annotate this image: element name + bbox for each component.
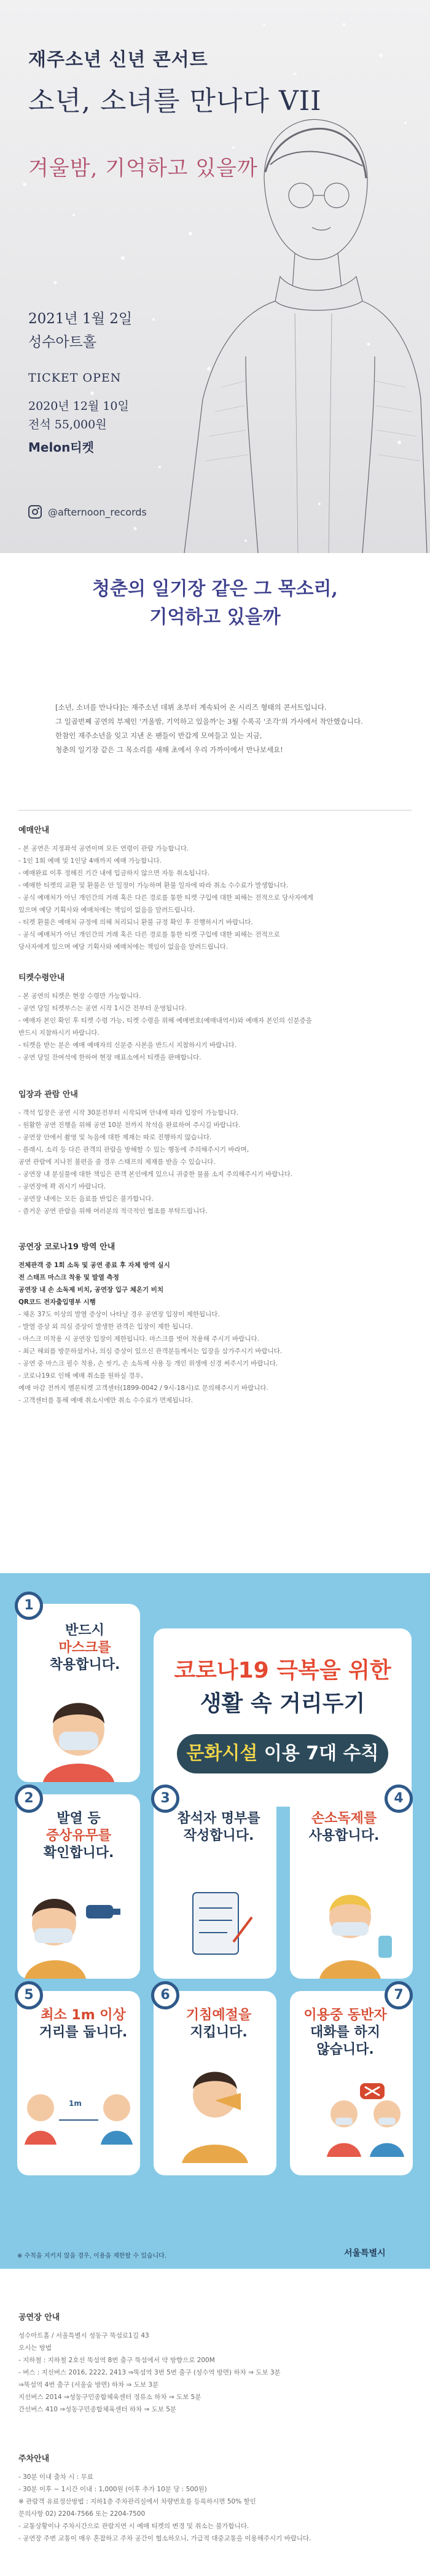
instagram-link[interactable] [28,505,147,519]
rule-line: 작성합니다. [183,1828,254,1844]
booking-item: - 1인 1회 예매 및 1인당 4매까지 예매 가능합니다. [18,857,162,865]
rule-number: 3 [151,1785,179,1813]
venue-item: - 지하철 : 지하철 2호선 뚝섬역 8번 출구 뚝섬에서 약 방향으로 200M [18,2357,215,2364]
parking-heading: 주차안내 [18,2454,50,2464]
covid-section [18,1240,412,1407]
covid-item: - 마스크 미착용 시 공연장 입장이 제한됩니다. 마스크를 벗어 착용해 주시기 바랍니다. [18,1335,260,1343]
intro-heading-line-2: 기억하고 있을까 [149,607,281,628]
entry-item: - 즐거운 공연 관람을 위해 여러분의 적극적인 협조를 부탁드립니다. [18,1208,208,1215]
parking-item: - 교통상황이나 주차시간으로 관람지연 시 예매 티켓의 변경 및 취소는 불가합니다. [18,2523,249,2530]
rule-line: 마스크를 [58,1640,111,1655]
covid-item: - 고객센터를 통해 예매 취소시에만 취소 수수료가 면제됩니다. [18,1397,194,1404]
venue-heading: 공연장 안내 [18,2313,60,2322]
rule-number: 7 [385,1981,413,2009]
parking-item: - 공연장 주변 교통이 매우 혼잡하고 주차 공간이 협소하오니, 가급적 대중교통을 이용해주시기 바랍니다. [18,2535,311,2542]
covid-item: - 최근 해외를 방문하셨거나, 의심 증상이 있으신 관객분들께서는 입장을 삼가주시기 바랍니다. [18,1348,283,1355]
ticket-item: - 예매자 본인 확인 후 티켓 수령 가능, 티켓 수령을 위해 예매번호(예매내역서)와 예매자 본인의 신분증을 [18,1017,312,1024]
ticket-open-date: 2020년 12월 10일 [28,399,129,413]
covid-list [18,1308,412,1407]
rule-line: 사용합니다. [308,1828,380,1844]
ticket-list [18,990,412,1064]
booking-section [18,823,412,953]
rule-number: 1 [15,1592,43,1620]
covid-item: - 코로나19로 인해 예매 취소를 원하실 경우, [18,1372,143,1380]
entry-item: - 공연장 안에서 촬영 및 녹음에 대한 제재는 따로 진행하지 않습니다. [18,1134,212,1141]
venue-item: 성수아트홀 / 서울특별시 성동구 뚝섬로1길 43 [18,2332,149,2339]
rule-line: 손소독제를 [311,1811,377,1826]
covid-bold-line: QR코드 전자출입명부 시행 [18,1298,96,1306]
divider [18,810,412,811]
rule-line: 착용합니다. [49,1657,120,1673]
intro-paragraph [55,701,375,757]
booking-item: - 공식 예매처가 아닌 개인간의 거래 혹은 다른 경로를 통한 티켓 구입에 대한 피해는 전적으로 [18,931,280,938]
ticket-item: 반드시 지참하시기 바랍니다. [18,1029,100,1037]
rule-4-title [295,1810,393,1845]
concert-tagline: 겨울밤, 기억하고 있을까 [28,156,258,181]
ticket-item: - 본 공연의 티켓은 현장 수령만 가능합니다. [18,992,141,1000]
rule-3-title [163,1810,274,1845]
venue-section [18,2311,412,2416]
concert-subtitle: 재주소년 신년 콘서트 [28,49,208,71]
ticket-item: - 티켓을 받는 분은 예매 예매자의 신분증 사본을 반드시 지참하시기 바랍니다. [18,1042,237,1049]
parking-item: - 30분 이후 ~ 1시간 이내 : 1,000원 (이후 추가 10분 당 : 500원) [18,2486,207,2493]
ticket-info [28,397,129,434]
covid-item: - 체온 37도 이상의 발열 증상이 나타날 경우 공연장 입장이 제한됩니다. [18,1311,220,1318]
rule-line: 증상유무를 [45,1828,112,1844]
venue-item: 지선버스 2014 ⇒성동구민종합체육센터 정류소 하차 ⇒ 도보 5분 [18,2393,201,2401]
instagram-handle: @afternoon_records [48,506,147,518]
banner-pill [177,1734,388,1773]
banner-pill-text: 이용 7대 수칙 [264,1743,379,1764]
rule-1-title [36,1622,134,1674]
distance-label: 1m [69,2099,82,2108]
entry-section [18,1088,412,1217]
rule-line: 거리를 둡니다. [39,2025,128,2040]
booking-item: - 공식 예매처가 아닌 개인간의 거래 혹은 다른 경로를 통한 티켓 구입에 대한 피해는 전적으로 당사자에게 [18,894,313,901]
entry-item: - 공연장 내 분실물에 대한 책임은 관객 본인에게 있으니 귀중한 물품 소지 주의해주시기 바랍니다. [18,1171,293,1178]
booking-heading: 예매안내 [18,826,50,835]
banner-pill-highlight: 문화시설 [186,1743,258,1764]
parking-item: - 30분 이내 출차 시 : 무료 [18,2473,93,2481]
venue-item: 오시는 방법 [18,2344,52,2352]
rule-line: 대화를 하지 [310,2025,380,2040]
rule-line: 반드시 [65,1623,104,1638]
ticket-price: 전석 55,000원 [28,418,107,431]
banner-line-1: 코로나19 극복을 위한 [174,1658,391,1683]
ticket-heading: 티켓수령안내 [18,973,65,983]
venue-item: ⇒뚝섬역 4번 출구 (서울숲 방면) 하차 ⇒ 도보 3분 [18,2381,159,2389]
rule-line: 기침예절을 [186,2008,252,2023]
covid-item: - 공연 중 마스크 필수 착용, 손 씻기, 손 소독제 사용 등 개인 위생에 신경 써주시기 바랍니다. [18,1360,278,1367]
rule-line: 이용중 동반자 [303,2008,387,2023]
rule-6-title [170,2007,268,2041]
booking-item: - 예매한 티켓의 교환 및 환불은 안 일정이 가능하며 환불 일자에 따라 취소 수수료가 발생합니다. [18,882,289,889]
entry-item: - 원활한 공연 진행을 위해 공연 10분 전까지 착석을 완료하여 주시길 바랍니다. [18,1121,241,1129]
intro-line-3: 한참인 재주소년을 잊고 지낸 온 팬들이 반갑게 모여들고 있는 지금, [55,731,262,740]
covid-item: 예매 마감 전까지 멜론티켓 고객센터(1899-0042 / 9시-18시)로 문의해주시기 바랍니다. [18,1384,268,1392]
rule-7-title [296,2007,394,2059]
ticket-item: - 공연 당일 잔여석에 한하여 현장 매표소에서 티켓을 판매합니다. [18,1054,201,1061]
melon-ticket-logo[interactable]: Melon티켓 [28,440,94,455]
event-venue: 성수아트홀 [28,334,97,350]
rule-number: 6 [151,1981,179,2009]
entry-item: - 공연장 내에는 모든 음료를 반입은 불가합니다. [18,1195,154,1203]
booking-item: 당사자에게 있으며 예당 기획사와 예매처에는 책임이 없음을 알려드립니다. [18,943,229,951]
rule-number: 5 [15,1981,43,2009]
intro-line-2: 그 일곱번째 공연의 부제인 '겨울밤, 기억하고 있을까'는 3월 수록곡 '조각'의 가사에서 착안했습니다. [55,717,363,726]
covid-item: - 발열 증상 외 의심 증상이 발생한 관객은 입장이 제한 됩니다. [18,1323,193,1330]
entry-item: - 공연장에 꽉 쥐시기 바랍니다. [18,1183,106,1190]
event-date: 2021년 1월 2일 [28,311,133,327]
covid-bold-line: 전체관객 중 1회 소독 및 공연 종료 후 자체 방역 실시 [18,1262,170,1269]
venue-item: - 버스 : 지선버스 2016, 2222, 2413 ⇒뚝섬역 3번 5번 출구 (성수역 방면) 하차 ⇒ 도보 3분 [18,2369,281,2376]
venue-list [18,2330,412,2416]
intro-line-1: [소년, 소녀를 만나다]는 재주소년 데뷔 초부터 계속되어 온 시리즈 형태의 콘서트입니다. [55,703,327,712]
parking-item: ※ 관람객 유료정산방법 : 지하1층 주차관리실에서 차량번호를 등록하시면 50% 할인 [18,2498,256,2505]
covid-bold-line: 공연장 내 손 소독제 비치, 공연장 입구 체온기 비치 [18,1286,164,1294]
entry-item: - 객석 입장은 공연 시작 30분전부터 시작되며 안내에 따라 입장이 가능합니다. [18,1109,239,1117]
covid-banner [154,1628,412,1807]
intro-heading-line-1: 청춘의 일기장 같은 그 목소리, [92,578,338,600]
booking-item: - 예매완료 이후 정해진 기간 내에 입금하지 않으면 자동 취소됩니다. [18,870,210,877]
rule-line: 참석자 명부를 [177,1811,260,1826]
entry-list [18,1107,412,1217]
parking-item: 문의사항 02) 2204-7566 또는 2204-7500 [18,2510,146,2518]
booking-list [18,842,412,953]
venue-item: 간선버스 410 ⇒성동구민종합체육센터 하차 ⇒ 도보 5분 [18,2406,177,2413]
covid-bold-line: 전 스태프 마스크 착용 및 발열 측정 [18,1274,119,1281]
rule-number: 4 [385,1785,413,1813]
rule-line: 최소 1m 이상 [41,2008,126,2023]
rule-line: 발열 등 [57,1811,101,1826]
covid-bold-lines [18,1259,412,1308]
instagram-icon [28,505,42,519]
booking-item: - 티켓 환불은 예매처 규정에 의해 처리되니 환불 규정 확인 후 진행하시기 바랍니다. [18,919,253,926]
entry-item: - 플래시, 소리 등 다른 관객의 관람을 방해할 수 있는 행동에 주의해주시기 바라며, [18,1146,249,1153]
intro-section [0,553,430,799]
poster-hero [0,0,430,553]
parking-section [18,2452,412,2545]
booking-item: - 본 공연은 지정좌석 공연이며 모든 연령이 관람 가능합니다. [18,845,189,852]
rule-line: 지킵니다. [190,2025,248,2040]
rule-line: 확인합니다. [43,1845,114,1861]
ticket-item: - 공연 당일 티켓부스는 공연 시작 1시간 전부터 운영됩니다. [18,1005,187,1012]
booking-item: 있으며 예당 기획사와 예매처에는 책임이 없음을 알려드립니다. [18,906,195,914]
rule-number: 2 [15,1785,43,1813]
parking-list [18,2471,412,2545]
rule-2-title [29,1810,128,1862]
concert-title: 소년, 소녀를 만나다 VII [28,85,322,117]
entry-item: 공연 관람에 지나친 불편을 줄 경우 스태프의 제재를 받을 수 있습니다. [18,1158,216,1166]
seoul-logo: 서울특별시 [344,2248,386,2258]
event-date-venue [28,307,132,354]
banner-line-2: 생활 속 거리두기 [200,1691,366,1716]
rule-5-title [29,2007,137,2041]
intro-heading [0,575,430,632]
intro-line-4: 청춘의 일기장 같은 그 목소리를 새해 초에서 우리 가까이에서 만나보세요! [55,745,283,754]
rule-line: 않습니다. [316,2042,374,2057]
ticket-open-label: TICKET OPEN [28,371,122,385]
entry-heading: 입장과 관람 안내 [18,1090,78,1099]
covid-heading: 공연장 코로나19 방역 안내 [18,1243,115,1252]
ticket-section [18,971,412,1064]
infographic-note: ※ 수칙을 지키지 않을 경우, 이용을 제한할 수 있습니다. [17,2253,167,2260]
